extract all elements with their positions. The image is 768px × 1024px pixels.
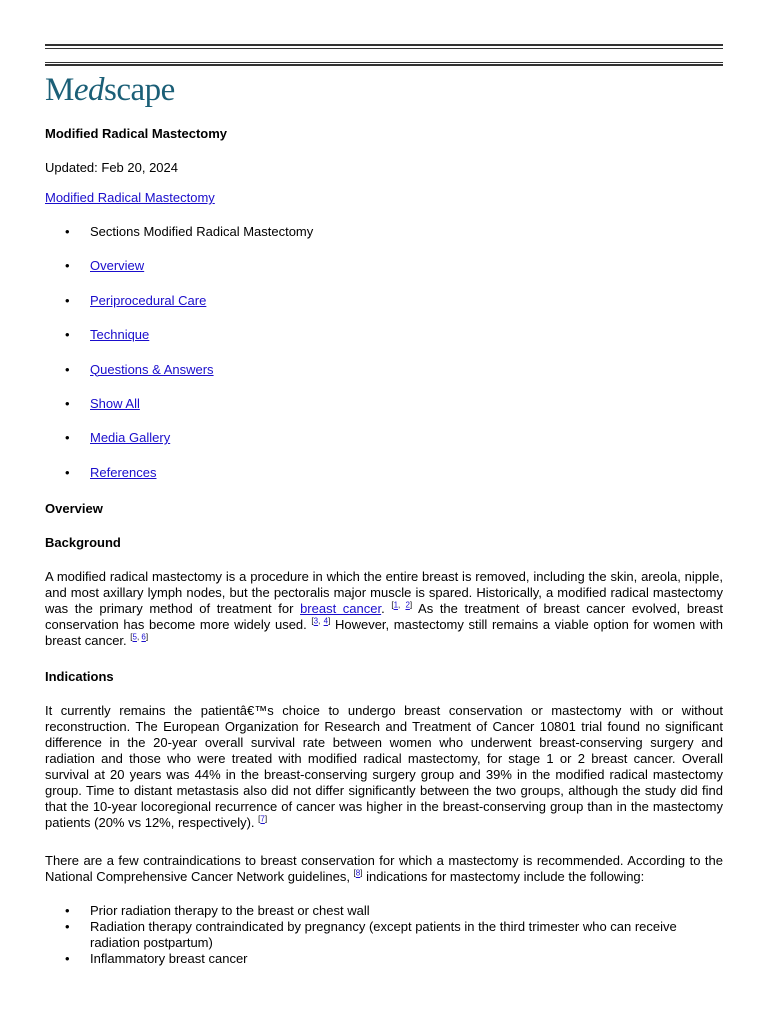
text-run: However, mastectomy still remains a viable option for women with breast cancer. [45,617,723,648]
heading-overview: Overview [45,501,103,516]
list-item: • Inflammatory breast cancer [45,951,723,967]
citation: [3, 4] [311,616,331,626]
indications-list [45,903,723,967]
toc-item-overview [45,258,313,292]
medscape-logo [45,70,175,110]
header-rule [45,44,723,46]
citation: [1, 2] [391,600,413,610]
text-run: It currently remains the patientâ€™s choice to undergo breast conservation or mastectomy with or without reconstruction. The European Organization for Research and Treatment of Cancer 10801 trial found no significant difference in the 20-year overall survival rate between women who underwent breast-conserving surgery and radiation and those who were treated with modified radical mastectomy, for stage 1 or 2 breast cancer. Overall survival at 20 years was 44% in the breast-conserving surgery group and 39% in the modified radical mastectomy group. Time to distant metastasis also did not differ significantly between the two groups, although the study did find that the 10-year locoregional recurrence of cancer was higher in the breast-conserving group than in the mastectomy patients (20% vs 12%, respectively). [45,703,723,830]
indications-paragraph-1 [45,703,723,831]
logo-italic: ed [73,72,104,108]
toc-link-technique[interactable]: Technique [90,327,150,343]
text-run: As the treatment of breast cancer evolved, breast conservation has become more widely used. [45,601,723,632]
header-rule [45,48,723,49]
text-run: . [381,601,392,616]
logo-prefix: M [45,72,74,108]
sections-label [45,224,313,258]
text-run: indications for mastectomy include the following: [362,869,645,884]
section-list [45,224,313,499]
citation-link[interactable]: 3 [313,616,319,626]
logo-suffix: scape [104,72,175,108]
citation-link[interactable]: 2 [405,600,410,610]
toc-link-questions-answers[interactable]: Questions & Answers [90,361,214,377]
heading-background: Background [45,535,121,550]
header-rule [45,64,723,66]
breast-cancer-link[interactable]: breast cancer [300,601,382,616]
list-item: • Prior radiation therapy to the breast or chest wall [45,903,723,919]
header-rule [45,62,723,63]
heading-indications: Indications [45,669,114,684]
sections-label-text: Sections Modified Radical Mastectomy [90,224,314,239]
toc-link-media-gallery[interactable]: Media Gallery [90,430,171,446]
toc-link-references[interactable]: References [90,464,157,480]
updated-date: Updated: Feb 20, 2024 [45,160,178,175]
background-paragraph [45,569,723,649]
toc-item-periprocedural-care [45,293,313,327]
title-link-row [45,190,723,206]
citation-link[interactable]: 6 [141,632,146,642]
list-item: • Radiation therapy contraindicated by pregnancy (except patients in the third trimester who can receive radiation postpartum) [45,919,723,951]
citation-sep: , [136,632,142,642]
citation-link[interactable]: 5 [132,632,137,642]
toc-link-show-all[interactable]: Show All [90,395,140,411]
text-run: There are a few contraindications to breast conservation for which a mastectomy is recommended. According to the National Comprehensive Cancer Network guidelines, [45,853,723,884]
toc-item-technique [45,327,313,361]
toc-item-questions-answers [45,362,313,396]
toc-link-overview[interactable]: Overview [90,258,145,274]
toc-item-show-all [45,396,313,430]
toc-item-references [45,465,313,499]
citation: [8] [353,868,363,878]
citation-sep: , [318,616,324,626]
citation: [5, 6] [130,632,149,642]
citation-link[interactable]: 1 [393,600,399,610]
citation-link[interactable]: 7 [260,814,265,824]
citation-sep: , [398,600,406,610]
citation: [7] [258,814,268,824]
citation-link[interactable]: 4 [323,616,329,626]
text-run: A modified radical mastectomy is a procedure in which the entire breast is removed, including the skin, areola, nipple, and most axillary lymph nodes, but the pectoralis major muscle is spared. Historically, a modified radical mastectomy was the primary method of treatment for [45,569,723,616]
toc-item-media-gallery [45,430,313,464]
indications-paragraph-2 [45,853,723,885]
page-title: Modified Radical Mastectomy [45,126,228,141]
title-link[interactable]: Modified Radical Mastectomy [45,190,215,205]
toc-link-periprocedural-care[interactable]: Periprocedural Care [90,292,207,308]
citation-link[interactable]: 8 [355,868,361,878]
